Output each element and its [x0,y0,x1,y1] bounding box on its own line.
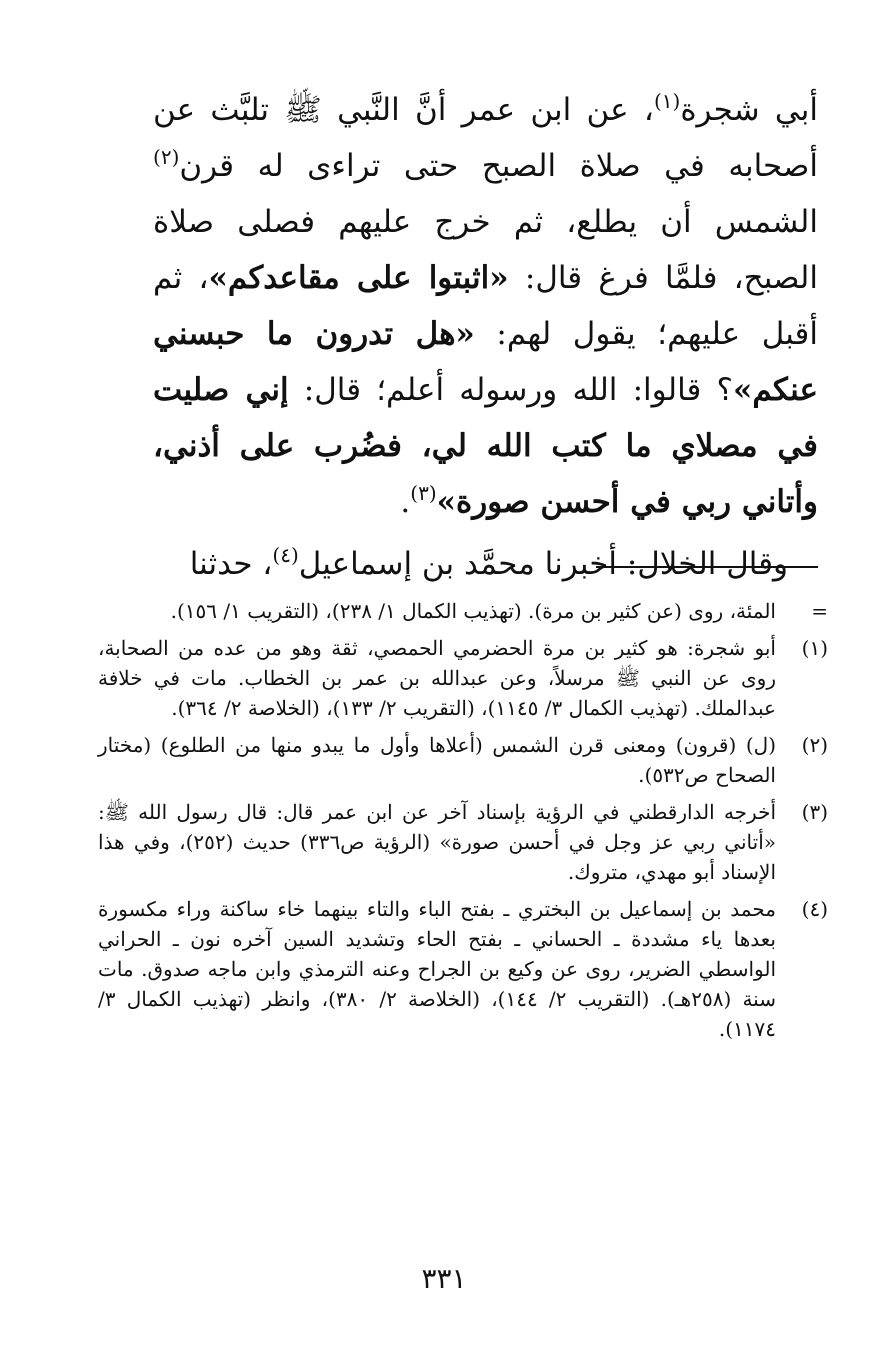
hadith-quote-1: «اثبتوا على مقاعدكم» [208,260,509,296]
footnote-text: (ل) (قرون) ومعنى قرن الشمس (أعلاها وأول ما يبدو منها من الطلوع) (مختار الصحاح ص٥٣٢). [98,733,776,787]
footnote-text: أخرجه الدارقطني في الرؤية بإسناد آخر عن ابن عمر قال: قال رسول الله ﷺ: «أتاني ربي عز وجل في أحسن صورة» (الرؤية ص٣٣٦) حديث (٢٥٢)، وفي هذا الإسناد أبو مهدي، متروك. [98,800,777,884]
footnote-1 [98,633,828,723]
footnote-text: المئة، روى (عن كثير بن مرة). (تهذيب الكمال ١/ ٢٣٨)، (التقريب ١/ ١٥٦). [170,599,776,623]
footnote-ref-2: (٢) [153,145,180,169]
footnote-ref-1: (١) [653,89,681,113]
footnote-number: (٤) [801,897,828,921]
main-text [153,82,818,592]
text-segment: الشمس أن يطلع، ثم خرج عليهم فصلى صلاة الصبح، فلمَّا فرغ قال: [153,204,818,296]
text-segment: أبي شجرة [680,92,819,128]
text-segment: ، ثم أقبل عليهم؛ يقول لهم: [153,260,818,352]
footnote-continued [98,596,828,626]
footnote-ref-3: (٣) [410,481,437,505]
text-segment: ، عن ابن عمر أنَّ النَّبي ﷺ تلبَّث عن أصحابه في صلاة الصبح حتى تراءى له قرن [153,92,818,184]
text-segment: ، حدثنا [189,546,273,582]
paragraph-2 [153,536,818,592]
footnote-number: (١) [801,636,828,660]
paragraph-1 [153,82,818,530]
footnote-4 [98,894,828,1044]
hadith-quote-2: «هل تدرون ما حبسني عنكم» [153,316,818,408]
footnote-number: (٣) [801,800,828,824]
footnote-2 [98,730,828,790]
text-segment: ؟ قالوا: الله ورسوله أعلم؛ قال: [288,372,734,408]
page-number: ٣٣١ [421,1262,467,1295]
footnote-number: = [811,599,828,623]
footnotes [98,596,828,1051]
text-segment: وقال الخلال: أخبرنا محمَّد بن إسماعيل [298,546,788,582]
footnote-separator [596,566,818,568]
footnote-number: (٢) [801,733,828,757]
text-segment: . [400,484,411,520]
footnote-ref-4: (٤) [272,543,299,567]
footnote-text: محمد بن إسماعيل بن البختري ـ بفتح الباء والتاء بينهما خاء ساكنة وراء مكسورة بعدها ياء مشددة ـ الحساني ـ بفتح الحاء وتشديد السين آخره نون ـ الحراني الواسطي الضرير، روى عن وكيع بن الجراح وعنه الترمذي وابن ماجه صدوق. مات سنة (٢٥٨هـ). (التقريب ٢/ ١٤٤)، (الخلاصة ٢/ ٣٨٠)، وانظر (تهذيب الكمال ٣/ ١١٧٤). [98,897,776,1041]
footnote-text: أبو شجرة: هو كثير بن مرة الحضرمي الحمصي، ثقة وهو من عده من الصحابة، روى عن النبي ﷺ مرسلاً، وعن عبدالله بن عمر بن الخطاب. مات في خلافة عبدالملك. (تهذيب الكمال ٣/ ١١٤٥)، (التقريب ٢/ ١٣٣)، (الخلاصة ٢/ ٣٦٤). [98,636,776,720]
hadith-quote-3: إني صليت في مصلاي ما كتب الله لي، فضُرب على أذني، وأتاني ربي في أحسن صورة» [153,372,818,520]
footnote-3 [98,797,828,887]
